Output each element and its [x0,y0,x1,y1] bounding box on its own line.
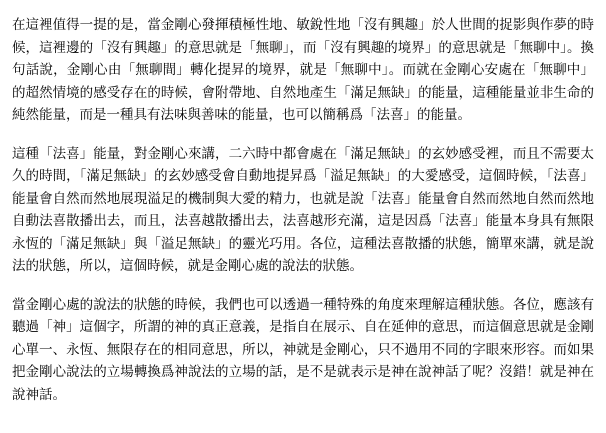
paragraph-2: 這種「法喜」能量，對金剛心來講，二六時中都會處在「滿足無缺」的玄妙感受裡，而且不需要太久的時間，「滿足無缺」的玄妙感受會自動地提昇爲「溢足無缺」的大愛感受，這個時候，「法喜」能量會自然而然地展現溢足的機制與大愛的精力，也就是說「法喜」能量會自然而然地自然而然地自動法喜散播出去，而且，法喜越散播出去，法喜越形充滿，這是因爲「法喜」能量本身具有無限永恆的「滿足無缺」與「溢足無缺」的靈光巧用。各位，這種法喜散播的狀態，簡單來講，就是說法的狀態，所以，這個時候，就是金剛心處的說法的狀態。 [12,145,594,274]
paragraph-1: 在這裡值得一提的是，當金剛心發揮積極性地、敏銳性地「沒有興趣」於人世間的捉影與作夢的時候，這裡邊的「沒有興趣」的意思就是「無聊」，而「沒有興趣的境界」的意思就是「無聊中」。換句話說，金剛心由「無聊間」轉化提昇的境界，就是「無聊中」。而就在金剛心安處在「無聊中」的超然情境的感受存在的時候，會附帶地、自然地產生「滿足無缺」的能量，這種能量並非生命的純然能量，而是一種具有法味與善味的能量，也可以簡稱爲「法喜」的能量。 [12,17,594,123]
paragraph-3: 當金剛心處的說法的狀態的時候，我們也可以透過一種特殊的角度來理解這種狀態。各位，應該有聽過「神」這個字，所謂的神的真正意義，是指自在展示、自在延伸的意思，而這個意思就是金剛心單一、永恆、無限存在的相同意思，所以，神就是金剛心，只不過用不同的字眼來形容。而如果把金剛心說法的立場轉換爲神說法的立場的話，是不是就表示是神在說神話了呢？沒錯！就是神在說神話。 [12,296,594,403]
